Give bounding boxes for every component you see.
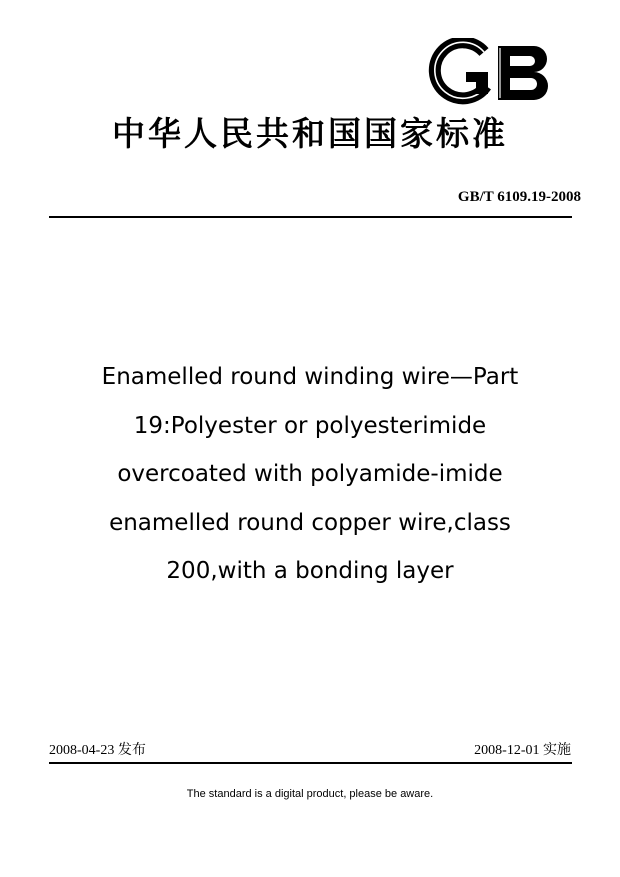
title-line: 200,with a bonding layer xyxy=(166,558,454,584)
title-line: overcoated with polyamide-imide xyxy=(117,461,503,487)
implementation-date: 2008-12-01 实施 xyxy=(474,743,571,758)
top-rule xyxy=(49,216,572,218)
gb-logo xyxy=(428,38,558,108)
digital-product-notice: The standard is a digital product, please be aware. xyxy=(186,788,434,800)
standard-number: GB/T 6109.19-2008 xyxy=(457,189,581,205)
title-line: Enamelled round winding wire—Part xyxy=(101,364,519,390)
bottom-rule xyxy=(49,762,572,764)
issuing-agency: 中华人民共和国国家标准 xyxy=(112,114,508,153)
document-title xyxy=(50,353,570,596)
title-line: 19:Polyester or polyesterimide xyxy=(133,412,487,439)
title-line: enamelled round copper wire,class xyxy=(109,509,511,536)
issue-date: 2008-04-23 发布 xyxy=(49,743,146,758)
